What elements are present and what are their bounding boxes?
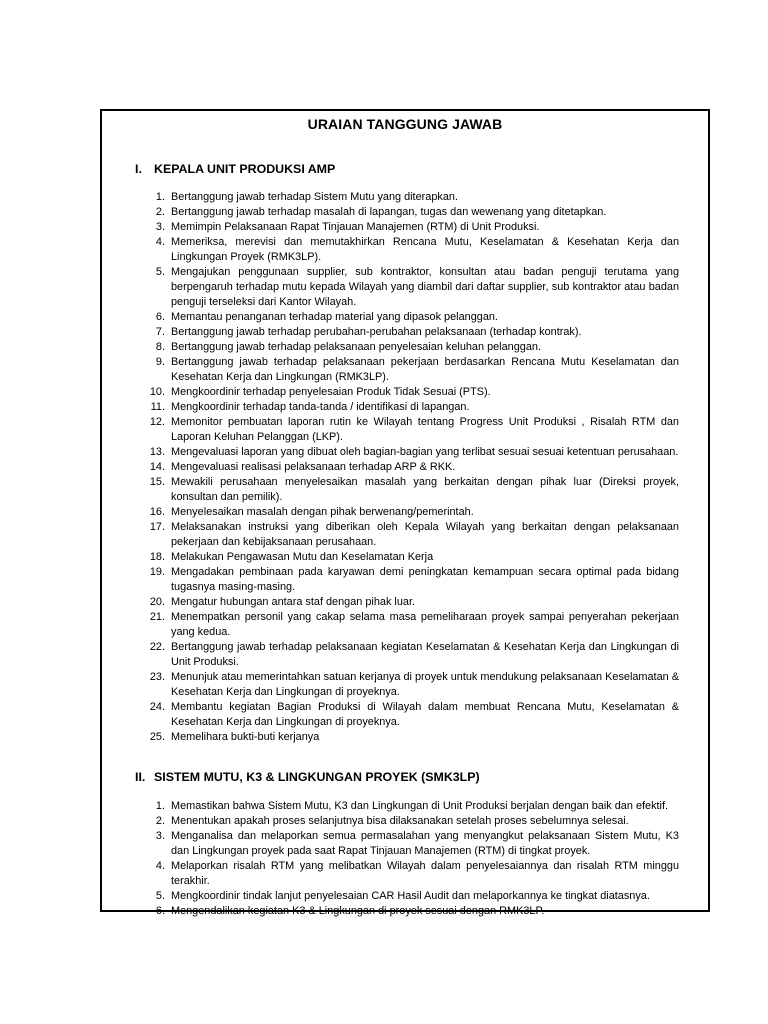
list-item-text: Menunjuk atau memerintahkan satuan kerjanya di proyek untuk mendukung pelaksanaan Keselamatan & Kesehatan Kerja dan Lingkungan di proyeknya. <box>171 671 679 698</box>
list-item-number: 25. <box>149 731 165 743</box>
list-item <box>151 400 679 415</box>
list-item-text: Memimpin Pelaksanaan Rapat Tinjauan Manajemen (RTM) di Unit Produksi. <box>171 221 540 233</box>
list-item-number: 3. <box>155 221 165 233</box>
list-item <box>151 385 679 400</box>
list-item-text: Mewakili perusahaan menyelesaikan masalah yang berkaitan dengan pihak luar (Direksi proyek, konsultan dan pemilik). <box>171 476 679 503</box>
list-item-text: Bertanggung jawab terhadap perubahan-perubahan pelaksanaan (terhadap kontrak). <box>171 326 582 338</box>
list-item-number: 16. <box>149 506 165 518</box>
list-item <box>151 520 679 550</box>
list-item <box>151 904 679 919</box>
list-item <box>151 565 679 595</box>
list-item <box>151 340 679 355</box>
list-item-number: 3. <box>155 830 165 842</box>
list-item-text: Menganalisa dan melaporkan semua permasalahan yang menyangkut pelaksanaan Sistem Mutu, K3 dan Lingkungan proyek pada saat Rapat Tinjauan Manajemen (RTM) di tingkat proyek. <box>171 830 679 857</box>
list-item-text: Melakukan Pengawasan Mutu dan Keselamatan Kerja <box>171 551 434 563</box>
list-item <box>151 859 679 889</box>
list-item-number: 9. <box>155 356 165 368</box>
list-item-number: 5. <box>155 890 165 902</box>
list-item-text: Menempatkan personil yang cakap selama masa pemeliharaan proyek sampai penyerahan pekerjaan yang kedua. <box>171 611 679 638</box>
list-item-text: Bertanggung jawab terhadap pelaksanaan penyelesaian keluhan pelanggan. <box>171 341 541 353</box>
list-item <box>151 610 679 640</box>
list-item <box>151 829 679 859</box>
list-item <box>151 640 679 670</box>
list-item <box>151 550 679 565</box>
list-item-number: 6. <box>155 311 165 323</box>
list-item-text: Mengkoordinir terhadap tanda-tanda / identifikasi di lapangan. <box>171 401 470 413</box>
list-item-number: 6. <box>155 905 165 917</box>
section-number: I. <box>135 162 142 176</box>
list-item <box>151 265 679 310</box>
list-item-number: 7. <box>155 326 165 338</box>
list-item-text: Mengadakan pembinaan pada karyawan demi peningkatan kemampuan secara optimal pada bidang tugasnya masing-masing. <box>171 566 679 593</box>
list-item-text: Mengevaluasi laporan yang dibuat oleh bagian-bagian yang terlibat sesuai sesuai ketentuan perusahaan. <box>171 446 679 458</box>
list-item-text: Memeriksa, merevisi dan memutakhirkan Rencana Mutu, Keselamatan & Kesehatan Kerja dan Lingkungan Proyek (RMK3LP). <box>171 236 679 263</box>
list-item <box>151 814 679 829</box>
list-item-number: 10. <box>149 386 165 398</box>
list-item-number: 21. <box>149 611 165 623</box>
list-item-text: Mengkoordinir terhadap penyelesaian Produk Tidak Sesuai (PTS). <box>171 386 491 398</box>
list-item <box>151 730 679 745</box>
list-item-number: 20. <box>149 596 165 608</box>
list-item <box>151 310 679 325</box>
list-item-number: 2. <box>155 815 165 827</box>
list-item <box>151 190 679 205</box>
list-item-number: 13. <box>149 446 165 458</box>
list-item-number: 4. <box>155 860 165 872</box>
list-item-text: Memelihara bukti-buti kerjanya <box>171 731 320 743</box>
list-item <box>151 415 679 445</box>
list-item-text: Bertanggung jawab terhadap Sistem Mutu yang diterapkan. <box>171 191 458 203</box>
list-item <box>151 325 679 340</box>
list-item-text: Bertanggung jawab terhadap masalah di lapangan, tugas dan wewenang yang ditetapkan. <box>171 206 607 218</box>
section-1-list <box>151 190 679 745</box>
section-title: SISTEM MUTU, K3 & LINGKUNGAN PROYEK (SMK3LP) <box>154 770 480 784</box>
document-frame <box>100 109 710 917</box>
list-item-text: Melaporkan risalah RTM yang melibatkan Wilayah dalam penyelesaiannya dan risalah RTM minggu terakhir. <box>171 860 679 887</box>
list-item-number: 1. <box>155 191 165 203</box>
list-item-text: Mengevaluasi realisasi pelaksanaan terhadap ARP & RKK. <box>171 461 456 473</box>
list-item-number: 1. <box>155 800 165 812</box>
document-title: URAIAN TANGGUNG JAWAB <box>307 116 503 132</box>
list-item-text: Bertanggung jawab terhadap pelaksanaan pekerjaan berdasarkan Rencana Mutu Keselamatan dan Kesehatan Kerja dan Lingkungan (RMK3LP). <box>171 356 679 383</box>
list-item-number: 17. <box>149 521 165 533</box>
list-item-number: 15. <box>149 476 165 488</box>
list-item <box>151 445 679 460</box>
list-item-text: Melaksanakan instruksi yang diberikan oleh Kepala Wilayah yang berkaitan dengan pelaksanaan pekerjaan dan kebijaksanaan perusahaan. <box>171 521 679 548</box>
list-item <box>151 460 679 475</box>
list-item-number: 19. <box>149 566 165 578</box>
list-item-number: 12. <box>149 416 165 428</box>
list-item <box>151 205 679 220</box>
list-item-text: Memastikan bahwa Sistem Mutu, K3 dan Lingkungan di Unit Produksi berjalan dengan baik dan efektif. <box>171 800 669 812</box>
list-item-number: 4. <box>155 236 165 248</box>
list-item <box>151 670 679 700</box>
list-item-number: 22. <box>149 641 165 653</box>
list-item <box>151 355 679 385</box>
list-item-number: 23. <box>149 671 165 683</box>
list-item <box>151 475 679 505</box>
section-title: KEPALA UNIT PRODUKSI AMP <box>154 162 336 176</box>
list-item-number: 14. <box>149 461 165 473</box>
list-item-number: 8. <box>155 341 165 353</box>
list-item-text: Mengatur hubungan antara staf dengan pihak luar. <box>171 596 416 608</box>
section-heading-2 <box>135 770 480 784</box>
list-item-number: 18. <box>149 551 165 563</box>
list-item-number: 11. <box>150 401 165 413</box>
list-item-text: Menyelesaikan masalah dengan pihak berwenang/pemerintah. <box>171 506 474 518</box>
list-item-text: Bertanggung jawab terhadap pelaksanaan kegiatan Keselamatan & Kesehatan Kerja dan Lingkungan di Unit Produksi. <box>171 641 679 668</box>
list-item-text: Mengkoordinir tindak lanjut penyelesaian CAR Hasil Audit dan melaporkannya ke tingkat diatasnya. <box>171 890 650 902</box>
list-item <box>151 595 679 610</box>
list-item-number: 2. <box>155 206 165 218</box>
section-heading-1 <box>135 162 335 176</box>
list-item-number: 5. <box>155 266 165 278</box>
list-item <box>151 220 679 235</box>
list-item-number: 24. <box>149 701 165 713</box>
list-item-text: Membantu kegiatan Bagian Produksi di Wilayah dalam membuat Rencana Mutu, Keselamatan & Kesehatan Kerja dan Lingkungan di proyeknya. <box>171 701 679 728</box>
list-item-text: Memantau penanganan terhadap material yang dipasok pelanggan. <box>171 311 498 323</box>
list-item-text: Menentukan apakah proses selanjutnya bisa dilaksanakan setelah proses sebelumnya selesai. <box>171 815 629 827</box>
list-item <box>151 889 679 904</box>
section-2-list <box>151 799 679 919</box>
list-item-text: Mengajukan penggunaan supplier, sub kontraktor, konsultan atau badan penguji terutama yang berpengaruh terhadap mutu kepada Wilayah yang diambil dari daftar supplier, sub kontraktor atau badan penguji terseleksi dari Kantor Wilayah. <box>171 266 679 308</box>
list-item-text: Memonitor pembuatan laporan rutin ke Wilayah tentang Progress Unit Produksi , Risalah RTM dan Laporan Keluhan Pelanggan (LKP). <box>171 416 679 443</box>
section-number: II. <box>135 770 146 784</box>
list-item <box>151 235 679 265</box>
list-item <box>151 700 679 730</box>
list-item <box>151 799 679 814</box>
list-item <box>151 505 679 520</box>
list-item-text: Mengendalikan kegiatan K3 & Lingkungan di proyek sesuai dengan RMK3LP. <box>171 905 545 917</box>
